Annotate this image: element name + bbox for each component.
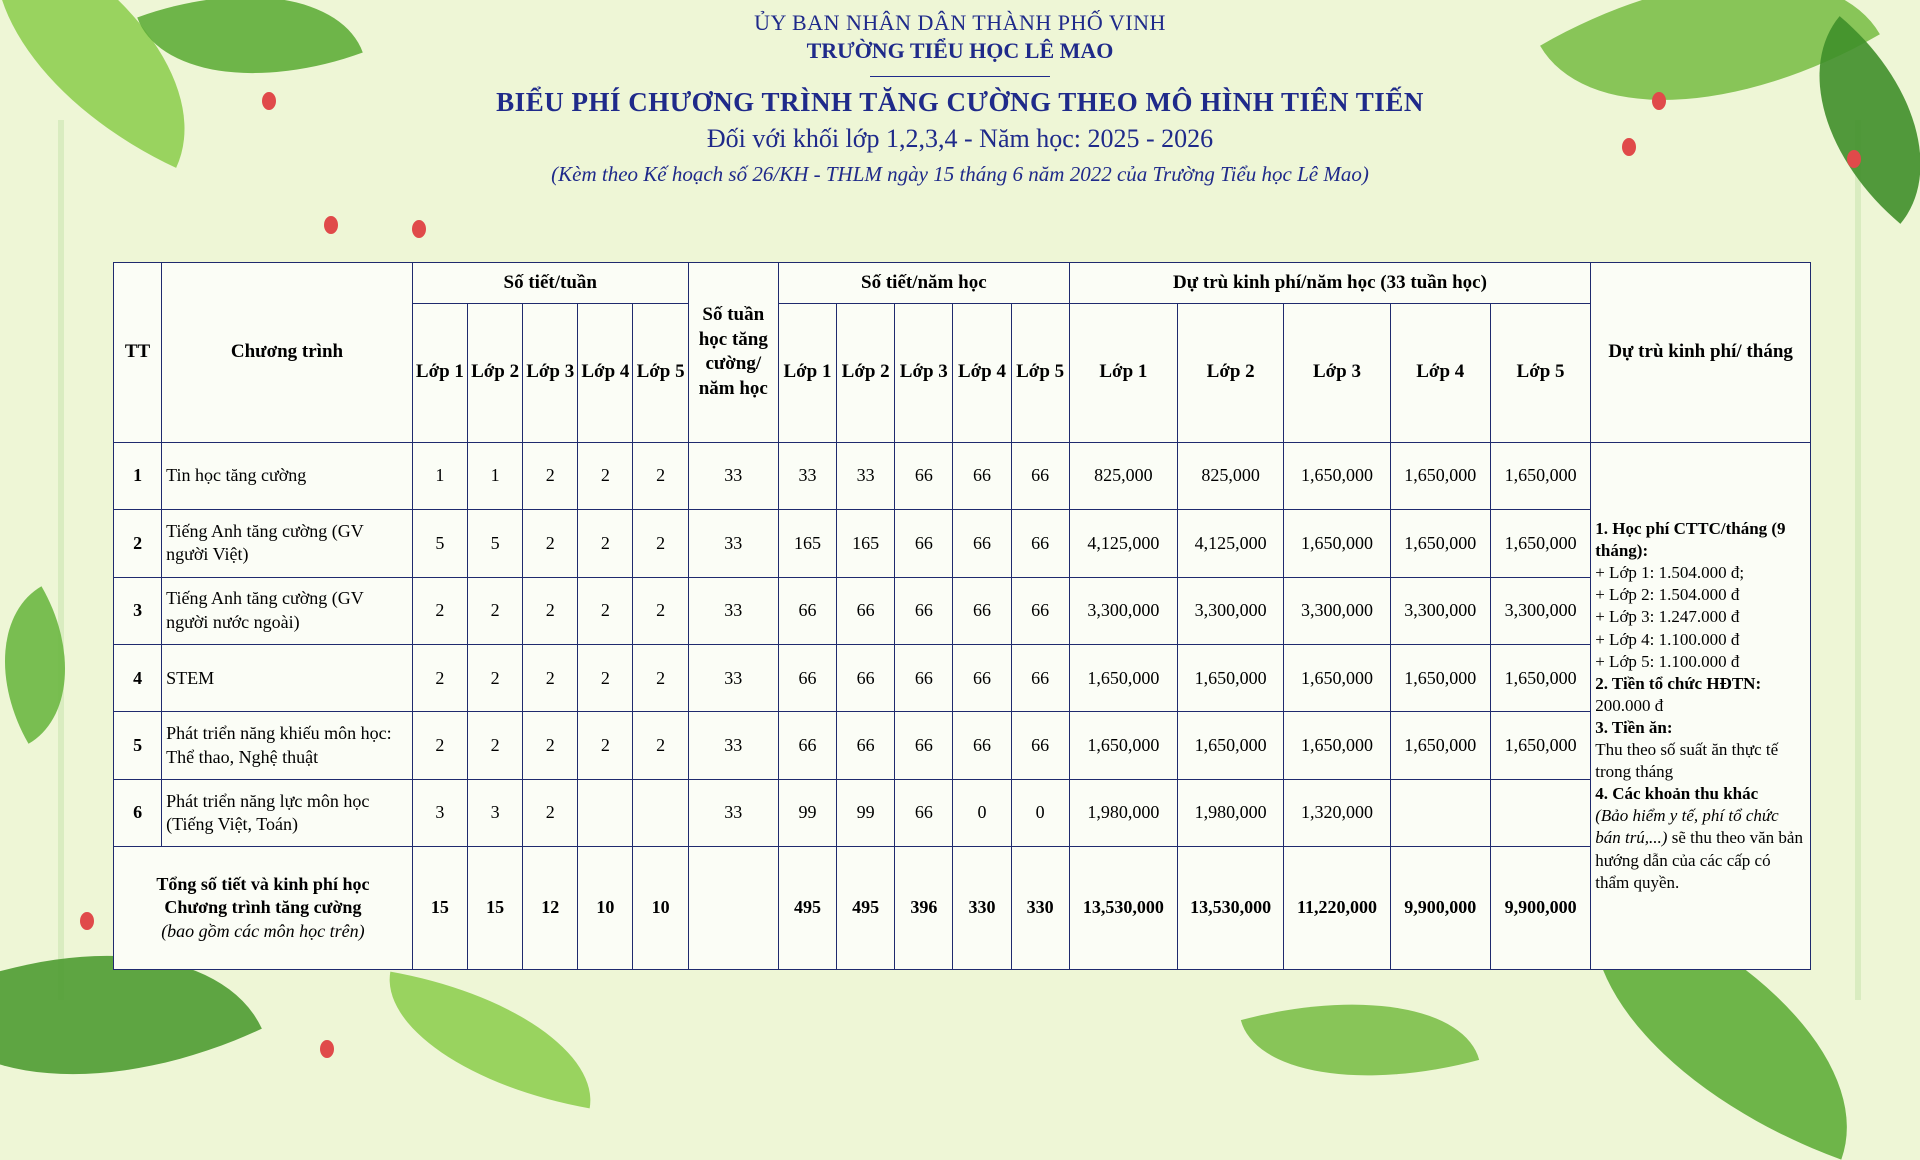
cell-periods-year: 99 [837,779,895,846]
note-1-line: + Lớp 4: 1.100.000 đ [1595,629,1740,649]
cell-periods-week: 2 [412,712,467,779]
cell-cost: 3,300,000 [1069,577,1177,644]
frame-right-line [1855,120,1861,1000]
total-cost: 13,530,000 [1069,847,1177,970]
cell-cost: 1,650,000 [1178,645,1284,712]
cell-cost: 1,320,000 [1284,779,1390,846]
note-3-title: 3. Tiền ăn: [1595,717,1673,737]
total-periods-year: 495 [837,847,895,970]
header-grade: Lớp 2 [1178,303,1284,442]
cell-periods-year: 33 [778,442,836,509]
header-weeks: Số tuần học tăng cường/ năm học [688,263,778,443]
cell-periods-week: 2 [633,510,688,577]
total-periods-week: 10 [633,847,688,970]
header-grade: Lớp 5 [1490,303,1590,442]
note-2-value: 200.000 đ [1595,695,1664,715]
cell-cost: 1,650,000 [1490,645,1590,712]
frame-left-line [58,120,64,1000]
cell-periods-year: 66 [953,645,1011,712]
header-grade: Lớp 1 [778,303,836,442]
cell-periods-week [578,779,633,846]
document-title: BIỂU PHÍ CHƯƠNG TRÌNH TĂNG CƯỜNG THEO MÔ HÌNH TIÊN TIẾN [496,87,1424,117]
cell-periods-week: 2 [412,645,467,712]
cell-periods-week: 2 [523,645,578,712]
cell-periods-week: 2 [523,779,578,846]
cell-cost: 1,650,000 [1490,442,1590,509]
total-periods-year: 396 [895,847,953,970]
cell-periods-year: 66 [953,712,1011,779]
cell-cost: 1,650,000 [1390,442,1490,509]
cell-periods-week: 2 [578,712,633,779]
total-periods-year: 330 [953,847,1011,970]
total-periods-week: 15 [412,847,467,970]
cell-periods-year: 66 [953,442,1011,509]
total-cost: 11,220,000 [1284,847,1390,970]
cell-cost: 3,300,000 [1178,577,1284,644]
note-1-line: + Lớp 1: 1.504.000 đ; [1595,563,1745,583]
total-periods-week: 12 [523,847,578,970]
cell-periods-week: 2 [523,577,578,644]
cell-tt: 1 [114,442,162,509]
header-grade: Lớp 1 [1069,303,1177,442]
cell-periods-year: 66 [895,577,953,644]
total-periods-week: 10 [578,847,633,970]
school-name: TRƯỜNG TIỂU HỌC LÊ MAO [806,38,1114,63]
cell-cost: 1,650,000 [1284,510,1390,577]
cell-periods-week: 5 [412,510,467,577]
note-4-title: 4. Các khoản thu khác [1595,784,1759,804]
total-cost: 9,900,000 [1490,847,1590,970]
table-row [114,712,1811,779]
cell-periods-year: 66 [837,577,895,644]
cell-cost: 825,000 [1069,442,1177,509]
cell-periods-year: 66 [1011,442,1069,509]
berry [80,912,94,930]
table-row [114,442,1811,509]
cell-cost: 1,980,000 [1069,779,1177,846]
cell-periods-year: 66 [953,510,1011,577]
cell-periods-week [633,779,688,846]
cell-periods-week: 2 [523,510,578,577]
note-1-line: + Lớp 2: 1.504.000 đ [1595,585,1740,605]
header-grade: Lớp 3 [1284,303,1390,442]
cell-periods-week: 2 [578,442,633,509]
cell-periods-week: 2 [633,645,688,712]
cell-periods-week: 2 [578,645,633,712]
cell-cost [1490,779,1590,846]
cell-weeks: 33 [688,779,778,846]
berry [324,216,338,234]
fee-table [113,262,1811,970]
cell-periods-year: 66 [837,645,895,712]
header-program: Chương trình [162,263,413,443]
header-periods-year: Số tiết/năm học [778,263,1069,304]
cell-periods-year: 66 [1011,510,1069,577]
header-grade: Lớp 4 [953,303,1011,442]
header-grade: Lớp 3 [523,303,578,442]
note-3-value: Thu theo số suất ăn thực tế trong tháng [1595,740,1779,782]
table-row [114,779,1811,846]
note-4-italic: (Bảo hiểm y tế, phí tổ chức bán trú,...) [1595,806,1779,848]
header-divider [870,76,1050,77]
cell-cost: 1,650,000 [1284,645,1390,712]
cell-periods-week: 2 [468,577,523,644]
cell-periods-year: 66 [778,645,836,712]
cell-weeks: 33 [688,645,778,712]
cell-program: Tiếng Anh tăng cường (GV người Việt) [162,510,413,577]
total-cost: 13,530,000 [1178,847,1284,970]
cell-cost: 1,650,000 [1178,712,1284,779]
cell-cost: 825,000 [1178,442,1284,509]
cell-periods-year: 99 [778,779,836,846]
cell-cost: 4,125,000 [1178,510,1284,577]
cell-weeks: 33 [688,442,778,509]
total-label [114,847,413,970]
cell-weeks: 33 [688,510,778,577]
cell-program: Phát triển năng lực môn học (Tiếng Việt, Toán) [162,779,413,846]
cell-periods-year: 0 [1011,779,1069,846]
cell-cost: 3,300,000 [1390,577,1490,644]
note-1-title: 1. Học phí CTTC/tháng (9 tháng): [1595,519,1786,561]
cell-tt: 2 [114,510,162,577]
berry [320,1040,334,1058]
cell-cost [1390,779,1490,846]
total-label-note: (bao gồm các môn học trên) [161,920,365,941]
header-row-1 [114,263,1811,304]
cell-program: Tin học tăng cường [162,442,413,509]
header-tt: TT [114,263,162,443]
cell-periods-year: 66 [895,442,953,509]
cell-periods-year: 66 [895,712,953,779]
total-row [114,847,1811,970]
header-budget-year: Dự trù kinh phí/năm học (33 tuần học) [1069,263,1590,304]
document-note: (Kèm theo Kế hoạch số 26/KH - THLM ngày 15 tháng 6 năm 2022 của Trường Tiểu học Lê Mao) [551,162,1369,186]
cell-periods-week: 1 [468,442,523,509]
total-weeks [688,847,778,970]
cell-cost: 1,980,000 [1178,779,1284,846]
cell-periods-week: 2 [633,442,688,509]
note-4-text [1595,805,1806,893]
cell-periods-year: 66 [1011,712,1069,779]
cell-periods-year: 66 [1011,645,1069,712]
header-grade: Lớp 2 [837,303,895,442]
cell-periods-year: 165 [778,510,836,577]
cell-periods-week: 1 [412,442,467,509]
note-2-title: 2. Tiền tổ chức HĐTN: [1595,673,1762,693]
cell-tt: 4 [114,645,162,712]
cell-periods-year: 165 [837,510,895,577]
note-1-line: + Lớp 3: 1.247.000 đ [1595,607,1740,627]
cell-periods-week: 2 [578,577,633,644]
total-cost: 9,900,000 [1390,847,1490,970]
total-label-line1: Tổng số tiết và kinh phí học [156,874,370,895]
table-row [114,510,1811,577]
header-grade: Lớp 1 [412,303,467,442]
cell-cost: 1,650,000 [1390,645,1490,712]
cell-cost: 1,650,000 [1390,712,1490,779]
header-periods-week: Số tiết/tuần [412,263,688,304]
header-grade: Lớp 4 [1390,303,1490,442]
cell-periods-year: 66 [895,645,953,712]
cell-periods-week: 2 [633,712,688,779]
cell-cost: 3,300,000 [1284,577,1390,644]
authority-name: ỦY BAN NHÂN DÂN THÀNH PHỐ VINH [754,10,1166,35]
header-grade: Lớp 4 [578,303,633,442]
cell-periods-week: 2 [633,577,688,644]
cell-periods-week: 2 [578,510,633,577]
cell-periods-year: 66 [953,577,1011,644]
cell-periods-week: 3 [468,779,523,846]
cell-periods-year: 66 [837,712,895,779]
cell-weeks: 33 [688,577,778,644]
cell-program: STEM [162,645,413,712]
cell-periods-week: 2 [468,712,523,779]
document-header [0,10,1920,187]
note-1-line: + Lớp 5: 1.100.000 đ [1595,651,1740,671]
cell-periods-year: 66 [778,577,836,644]
table-row [114,645,1811,712]
leaf-bottom-right-2 [1241,963,1479,1117]
header-grade: Lớp 5 [633,303,688,442]
berry [412,220,426,238]
leaf-left-mid [0,586,106,744]
cell-cost: 1,650,000 [1390,510,1490,577]
cell-cost: 3,300,000 [1490,577,1590,644]
cell-periods-week: 5 [468,510,523,577]
table-row [114,577,1811,644]
cell-cost: 4,125,000 [1069,510,1177,577]
cell-tt: 3 [114,577,162,644]
cell-periods-week: 2 [523,442,578,509]
cell-cost: 1,650,000 [1069,712,1177,779]
cell-cost: 1,650,000 [1284,442,1390,509]
cell-tt: 6 [114,779,162,846]
cell-periods-year: 66 [895,510,953,577]
cell-weeks: 33 [688,712,778,779]
cell-periods-year: 66 [778,712,836,779]
cell-tt: 5 [114,712,162,779]
monthly-fee-notes [1591,442,1811,969]
total-periods-year: 495 [778,847,836,970]
total-label-line2: Chương trình tăng cường [164,897,362,918]
cell-periods-year: 33 [837,442,895,509]
cell-cost: 1,650,000 [1490,510,1590,577]
note-4-rest: sẽ thu theo văn bản hướng dẫn của các cấp có thẩm quyền. [1595,828,1803,892]
header-grade: Lớp 2 [468,303,523,442]
cell-periods-week: 2 [412,577,467,644]
cell-cost: 1,650,000 [1284,712,1390,779]
cell-periods-year: 66 [895,779,953,846]
cell-program: Tiếng Anh tăng cường (GV người nước ngoài) [162,577,413,644]
header-budget-month: Dự trù kinh phí/ tháng [1591,263,1811,443]
total-periods-week: 15 [468,847,523,970]
cell-cost: 1,650,000 [1490,712,1590,779]
cell-periods-year: 66 [1011,577,1069,644]
header-grade: Lớp 3 [895,303,953,442]
cell-periods-week: 2 [468,645,523,712]
header-grade: Lớp 5 [1011,303,1069,442]
leaf-bottom-left-2 [373,972,607,1109]
cell-periods-year: 0 [953,779,1011,846]
cell-periods-week: 2 [523,712,578,779]
document-subtitle: Đối với khối lớp 1,2,3,4 - Năm học: 2025 - 2026 [706,124,1214,153]
cell-periods-week: 3 [412,779,467,846]
cell-program: Phát triển năng khiếu môn học: Thể thao, Nghệ thuật [162,712,413,779]
total-periods-year: 330 [1011,847,1069,970]
cell-cost: 1,650,000 [1069,645,1177,712]
